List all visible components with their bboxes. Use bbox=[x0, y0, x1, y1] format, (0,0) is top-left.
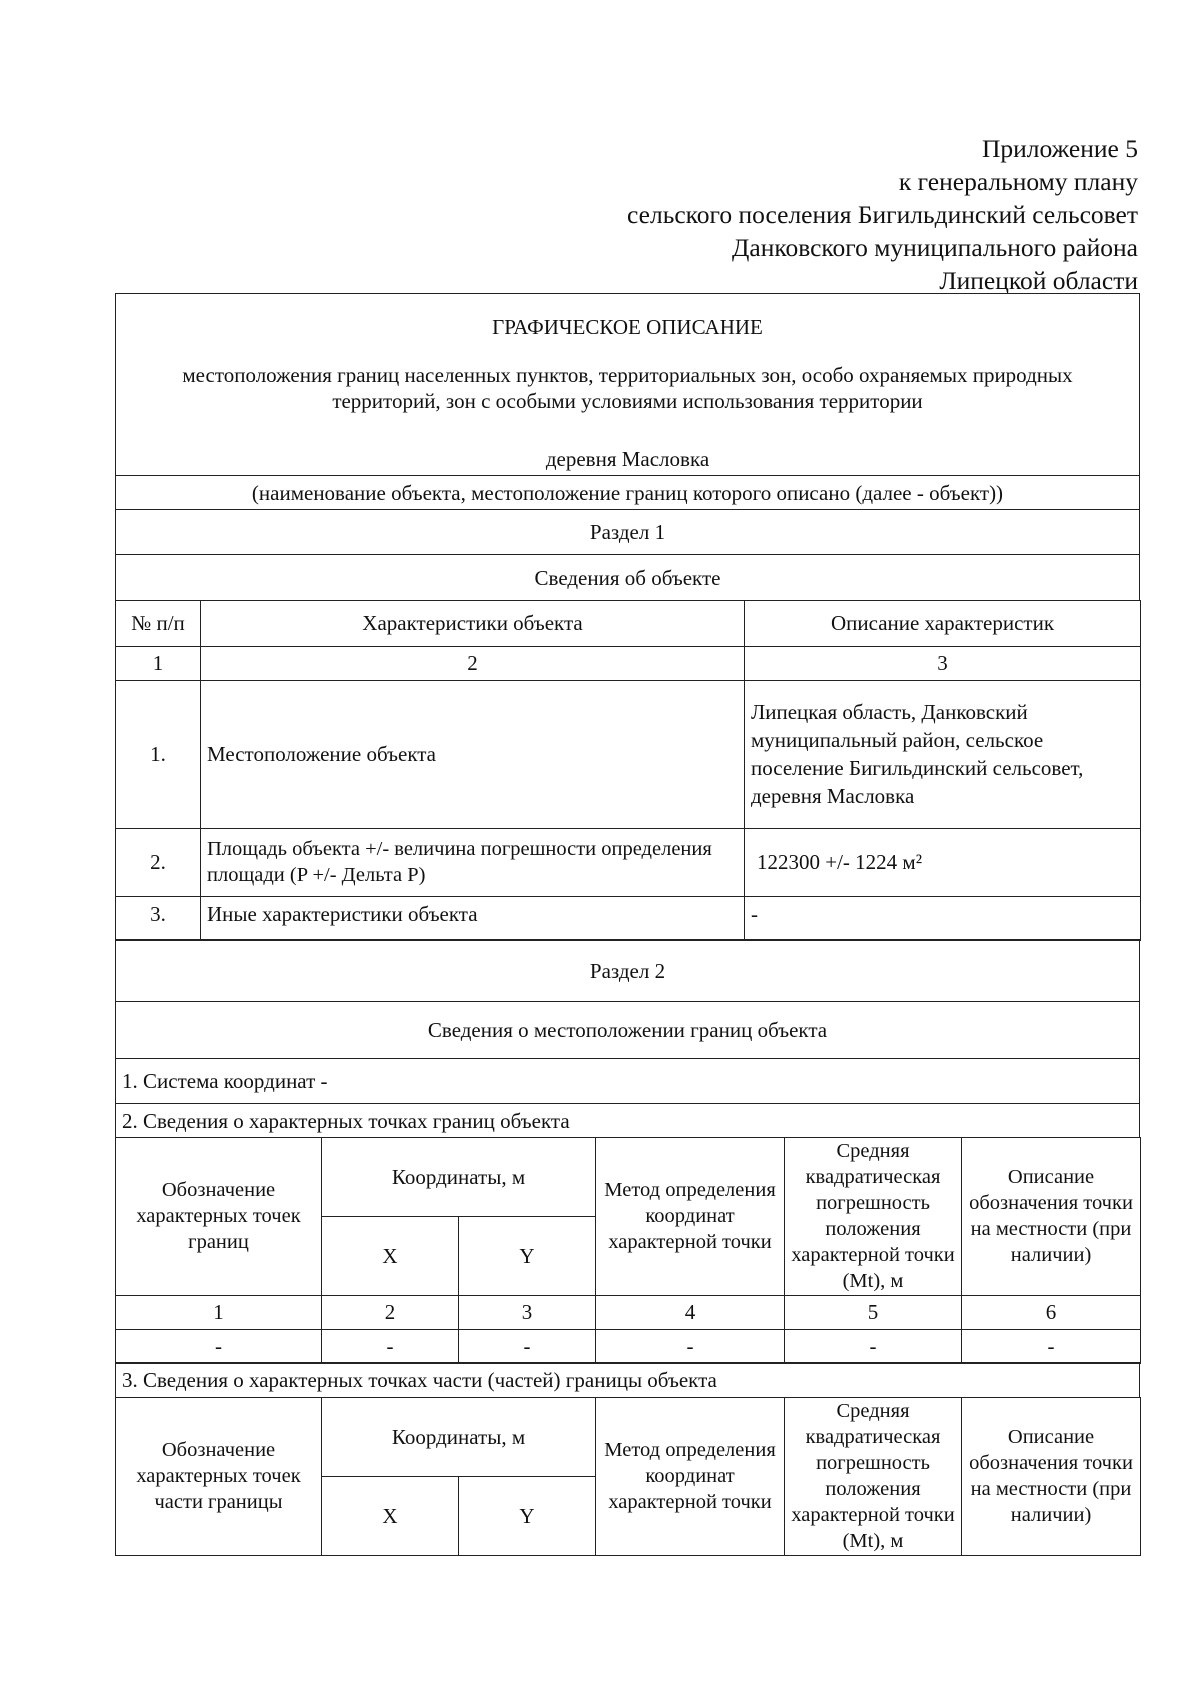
cell-empty: - bbox=[459, 1329, 596, 1363]
col-y: Y bbox=[459, 1476, 596, 1555]
doc-subtitle: местоположения границ населенных пунктов, территориальных зон, особо охраняемых природных территорий, зон с особыми условиями использования территории bbox=[182, 363, 1073, 413]
part-points-heading: 3. Сведения о характерных точках части (частей) границы объекта bbox=[116, 1363, 1140, 1398]
col-coordinates: Координаты, м bbox=[322, 1137, 596, 1216]
col-x: X bbox=[322, 1476, 459, 1555]
header-line: Данковского муниципального района bbox=[732, 233, 1138, 262]
table-row bbox=[116, 680, 1141, 828]
description-table bbox=[115, 293, 1140, 1556]
cell-empty: - bbox=[116, 1329, 322, 1363]
col-number: 3 bbox=[745, 646, 1141, 680]
row-value: 122300 +/- 1224 м² bbox=[745, 828, 1141, 896]
cell-empty: - bbox=[785, 1329, 962, 1363]
col-number: 3 bbox=[459, 1295, 596, 1329]
col-points-part: Обозначение характерных точек части границы bbox=[116, 1397, 322, 1555]
col-error: Средняя квадратическая погрешность положения характерной точки (Mt), м bbox=[785, 1397, 962, 1555]
col-number: 1 bbox=[116, 646, 201, 680]
object-name: деревня Масловка bbox=[545, 447, 710, 471]
col-number: 5 bbox=[785, 1295, 962, 1329]
col-number: 1 bbox=[116, 1295, 322, 1329]
appendix-header bbox=[627, 132, 1138, 297]
row-name: Местоположение объекта bbox=[201, 680, 745, 828]
col-number: 2 bbox=[322, 1295, 459, 1329]
cell-empty: - bbox=[322, 1329, 459, 1363]
row-number: 2. bbox=[116, 828, 201, 896]
section1-title: Раздел 1 bbox=[116, 510, 1140, 555]
section2-title: Раздел 2 bbox=[116, 940, 1140, 1002]
col-number: 6 bbox=[962, 1295, 1141, 1329]
col-y: Y bbox=[459, 1216, 596, 1295]
part-points-heading-block bbox=[115, 1362, 1140, 1398]
table-row bbox=[116, 828, 1141, 896]
col-header-description: Описание характеристик bbox=[745, 600, 1141, 646]
row-name: Площадь объекта +/- величина погрешности определения площади (P +/- Дельта P) bbox=[201, 828, 745, 896]
col-header-number: № п/п bbox=[116, 600, 201, 646]
points-table bbox=[115, 1137, 1141, 1364]
row-number: 1. bbox=[116, 680, 201, 828]
col-description: Описание обозначения точки на местности (при наличии) bbox=[962, 1137, 1141, 1295]
section2-subtitle: Сведения о местоположении границ объекта bbox=[116, 1002, 1140, 1059]
col-header-characteristics: Характеристики объекта bbox=[201, 600, 745, 646]
col-x: X bbox=[322, 1216, 459, 1295]
cell-empty: - bbox=[596, 1329, 785, 1363]
col-description: Описание обозначения точки на местности (при наличии) bbox=[962, 1397, 1141, 1555]
row-value: - bbox=[745, 896, 1141, 940]
row-value: Липецкая область, Данковский муниципальный район, сельское поселение Бигильдинский сельсовет, деревня Масловка bbox=[745, 680, 1141, 828]
section2-headings bbox=[115, 939, 1140, 1138]
col-method: Метод определения координат характерной точки bbox=[596, 1397, 785, 1555]
col-number: 2 bbox=[201, 646, 745, 680]
title-cell bbox=[116, 294, 1140, 476]
title-block bbox=[115, 293, 1140, 601]
row-name: Иные характеристики объекта bbox=[201, 896, 745, 940]
header-line: к генеральному плану bbox=[898, 167, 1138, 196]
points-heading: 2. Сведения о характерных точках границ объекта bbox=[116, 1104, 1140, 1138]
doc-title: ГРАФИЧЕСКОЕ ОПИСАНИЕ bbox=[492, 315, 763, 339]
coordinate-system: 1. Система координат - bbox=[116, 1059, 1140, 1104]
table-row bbox=[116, 1329, 1141, 1363]
section1-table bbox=[115, 600, 1141, 941]
header-line: Приложение 5 bbox=[982, 134, 1138, 163]
table-row bbox=[116, 896, 1141, 940]
col-number: 4 bbox=[596, 1295, 785, 1329]
col-points: Обозначение характерных точек границ bbox=[116, 1137, 322, 1295]
header-line: сельского поселения Бигильдинский сельсовет bbox=[627, 200, 1138, 229]
cell-empty: - bbox=[962, 1329, 1141, 1363]
row-number: 3. bbox=[116, 896, 201, 940]
col-method: Метод определения координат характерной точки bbox=[596, 1137, 785, 1295]
col-error: Средняя квадратическая погрешность положения характерной точки (Mt), м bbox=[785, 1137, 962, 1295]
section1-subtitle: Сведения об объекте bbox=[116, 555, 1140, 601]
col-coordinates: Координаты, м bbox=[322, 1397, 596, 1476]
header-line: Липецкой области bbox=[939, 266, 1138, 295]
part-points-table bbox=[115, 1397, 1141, 1556]
object-caption: (наименование объекта, местоположение границ которого описано (далее - объект)) bbox=[116, 476, 1140, 510]
